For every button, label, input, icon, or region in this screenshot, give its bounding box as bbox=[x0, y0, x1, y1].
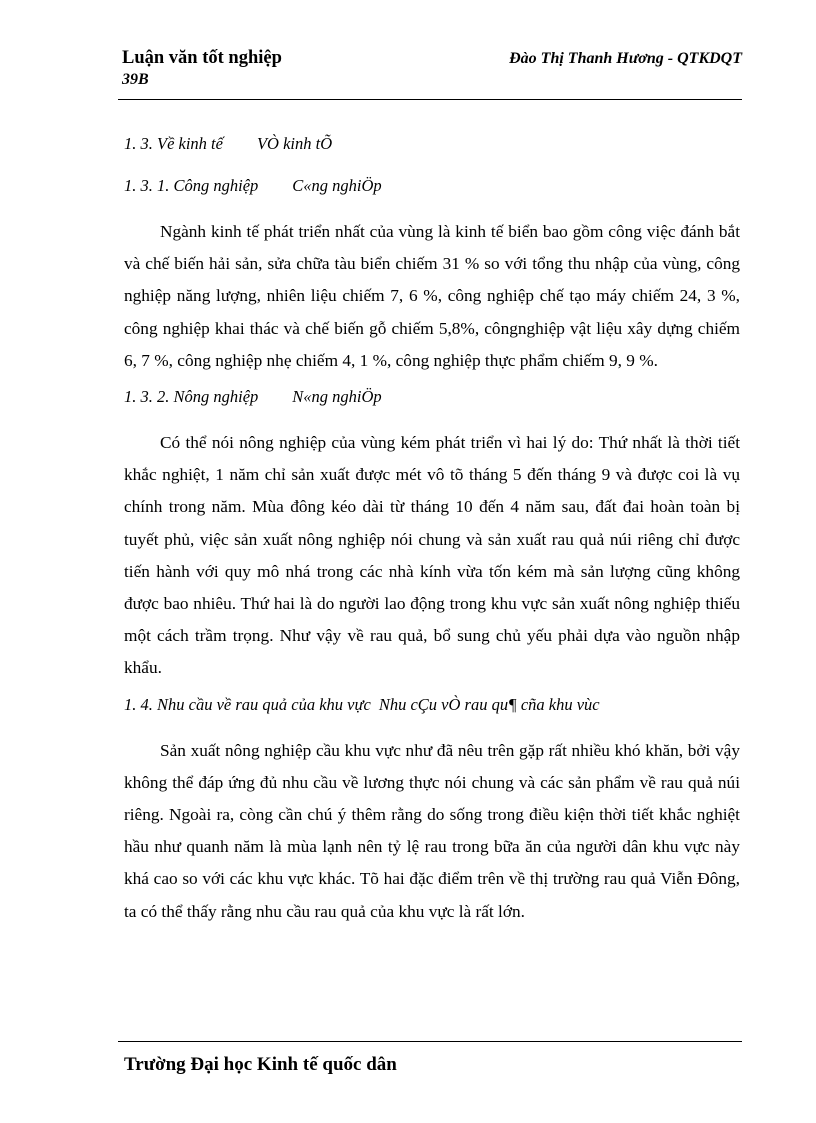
heading-1-4 bbox=[124, 693, 740, 735]
author-line: Đào Thị Thanh Hương - QTKDQT bbox=[509, 50, 742, 67]
footer-divider bbox=[118, 1041, 742, 1042]
heading-1-3-1 bbox=[124, 174, 740, 216]
thesis-title bbox=[122, 48, 282, 90]
class-code: 39B bbox=[122, 71, 149, 88]
heading-alt: C«ng nghiÖp bbox=[292, 176, 382, 195]
heading-alt: N«ng nghiÖp bbox=[292, 387, 382, 407]
header-divider bbox=[118, 99, 742, 100]
heading-1-3-2 bbox=[124, 385, 740, 427]
heading-label: 1. 3. 1. Công nghiệp bbox=[124, 176, 259, 195]
paragraph-demand: Sản xuất nông nghiệp cầu khu vực như đã nêu trên gặp rất nhiều khó khăn, bởi vậy không thể đáp ứng đủ nhu cầu về lương thực nói chung và các sản phẩm về rau quả núi riêng. Ngoài ra, còng cần chú ý thêm rằng do sống trong điều kiện thời tiết khắc nghiệt hầu như quanh năm là mùa lạnh nên tỷ lệ rau trong bữa ăn của người dân khu vực này khá cao so với các khu vực khác. Tõ hai đặc điểm trên về thị trường rau quả Viễn Đông, ta có thể thấy rằng nhu cầu rau quả của khu vực là rất lớn. bbox=[124, 740, 740, 921]
heading-alt: Nhu cÇu vÒ rau qu¶ cña khu vùc bbox=[378, 694, 600, 714]
paragraph-industry: Ngành kinh tế phát triển nhất của vùng là kinh tế biển bao gồm công việc đánh bắt và chế biến hải sản, sửa chữa tàu biển chiếm 31 % so với tổng thu nhập của vùng, công nghiệp năng lượng, nhiên liệu chiếm 7, 6 %, công nghiệp chế tạo máy chiếm 24, 3 %, công nghiệp khai thác và chế biến gỗ chiếm 5,8%, côngnghiệp vật liệu xây dựng chiếm 6, 7 %, công nghiệp nhẹ chiếm 4, 1 %, công nghiệp thực phẩm chiếm 9, 9 %. bbox=[124, 222, 740, 370]
heading-label: 1. 3. 2. Nông nghiệp bbox=[124, 387, 259, 407]
page-body bbox=[124, 132, 740, 936]
university-name: Trường Đại học Kinh tế quốc dân bbox=[124, 1054, 397, 1075]
page-header bbox=[122, 48, 742, 96]
heading-label: 1. 4. Nhu cầu về rau quả của khu vực bbox=[124, 694, 371, 714]
heading-alt: VÒ kinh tÕ bbox=[256, 134, 333, 153]
heading-label: 1. 3. Về kinh tế bbox=[124, 134, 223, 153]
thesis-title-text: Luận văn tốt nghiệp bbox=[122, 48, 282, 68]
paragraph-agriculture: Có thể nói nông nghiệp của vùng kém phát triển vì hai lý do: Thứ nhất là thời tiết khắc nghiệt, 1 năm chỉ sản xuất được mét vô tõ tháng 5 đến tháng 9 và được coi là vụ chính trong năm. Mùa đông kéo dài từ tháng 10 đến 4 năm sau, đất đai hoàn toàn bị tuyết phủ, việc sản xuất nông nghiệp nói chung và sản xuất rau quả núi riêng chỉ được tiến hành với quy mô nhá trong các nhà kính vừa tốn kém mà sản lượng cũng không được bao nhiêu. Thứ hai là do người lao động trong khu vực sản xuất nông nghiệp thiếu một cách trầm trọng. Như vậy về rau quả, bổ sung chủ yếu phải dựa vào nguồn nhập khẩu. bbox=[124, 433, 740, 678]
heading-1-3 bbox=[124, 132, 740, 174]
